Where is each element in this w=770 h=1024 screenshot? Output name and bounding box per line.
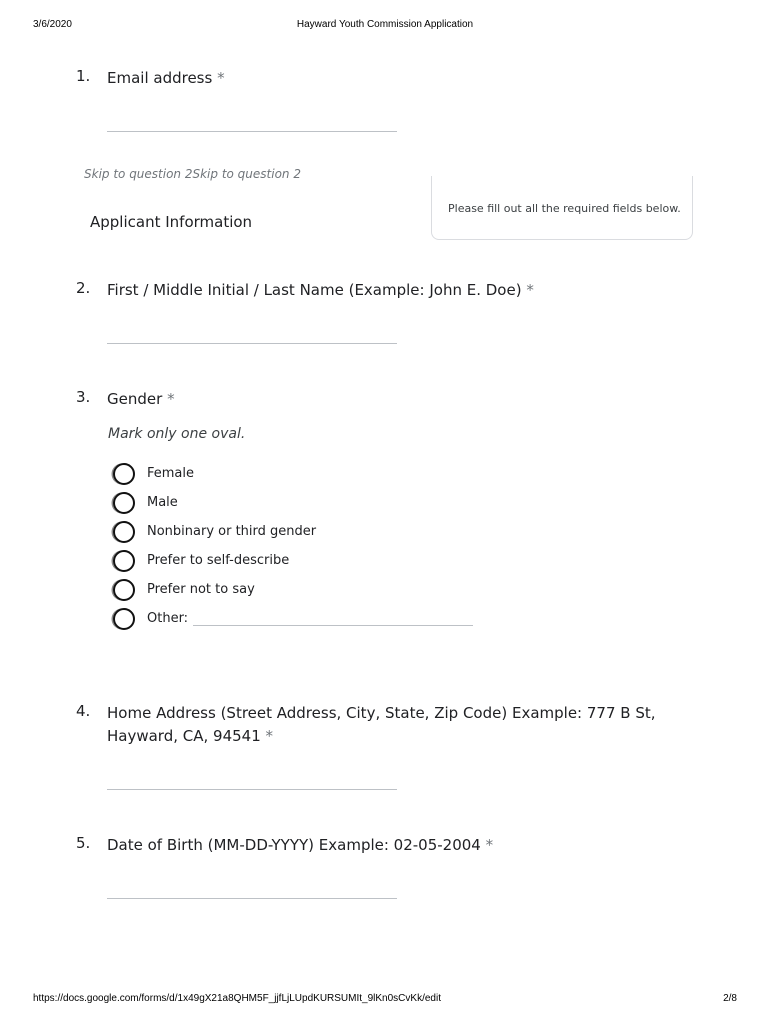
option-label: Other:: [147, 611, 189, 626]
option-label: Female: [147, 466, 195, 481]
required-asterisk: *: [485, 836, 494, 854]
question-text: [107, 279, 677, 302]
question-text: [107, 388, 677, 411]
option-label: Nonbinary or third gender: [147, 524, 317, 539]
radio-oval-icon[interactable]: [113, 608, 135, 630]
print-date: 3/6/2020: [33, 19, 72, 30]
question-number: 5.: [76, 834, 91, 852]
question-label: Gender: [107, 390, 163, 408]
other-text-field[interactable]: [193, 625, 473, 626]
question-label: Home Address (Street Address, City, State, Zip Code) Example: 777 B St, Hayward, CA, 94541: [107, 704, 656, 745]
address-answer-field[interactable]: [107, 789, 397, 790]
gender-option-male[interactable]: [113, 492, 513, 516]
option-label: Prefer not to say: [147, 582, 255, 597]
radio-oval-icon[interactable]: [113, 579, 135, 601]
question-text: [107, 67, 677, 90]
gender-instruction: Mark only one oval.: [108, 426, 246, 442]
question-number: 1.: [76, 67, 91, 85]
dob-answer-field[interactable]: [107, 898, 397, 899]
email-answer-field[interactable]: [107, 131, 397, 132]
option-label: Prefer to self-describe: [147, 553, 290, 568]
radio-oval-icon[interactable]: [113, 550, 135, 572]
required-asterisk: *: [265, 727, 274, 745]
gender-option-self-describe[interactable]: [113, 550, 513, 574]
question-text: [107, 834, 677, 857]
question-number: 3.: [76, 388, 91, 406]
required-asterisk: *: [526, 281, 534, 299]
question-label: First / Middle Initial / Last Name (Example: John E. Doe): [107, 281, 522, 299]
option-label: Male: [147, 495, 178, 510]
section-description: Please fill out all the required fields below.: [448, 202, 681, 215]
section-title: Applicant Information: [90, 213, 253, 231]
gender-option-nonbinary[interactable]: [113, 521, 513, 545]
gender-option-prefer-not[interactable]: [113, 579, 513, 603]
question-text: [107, 702, 677, 748]
question-number: 2.: [76, 279, 91, 297]
name-answer-field[interactable]: [107, 343, 397, 344]
radio-oval-icon[interactable]: [113, 492, 135, 514]
required-asterisk: *: [217, 69, 225, 87]
radio-oval-icon[interactable]: [113, 463, 135, 485]
question-label: Date of Birth (MM-DD-YYYY) Example: 02-05-2004: [107, 836, 481, 854]
print-title: Hayward Youth Commission Application: [296, 19, 474, 30]
radio-oval-icon[interactable]: [113, 521, 135, 543]
skip-to-question-text[interactable]: Skip to question 2Skip to question 2: [84, 167, 301, 181]
gender-option-other[interactable]: [113, 608, 513, 632]
print-url: https://docs.google.com/forms/d/1x49gX21a8QHM5F_jjfLjLUpdKURSUMIt_9lKn0sCvKk/edit: [33, 993, 441, 1004]
required-asterisk: *: [167, 390, 175, 408]
gender-option-female[interactable]: [113, 463, 513, 487]
section-description-box: [431, 176, 693, 240]
page-number: 2/8: [723, 993, 737, 1004]
question-label: Email address: [107, 69, 213, 87]
question-number: 4.: [76, 702, 91, 720]
